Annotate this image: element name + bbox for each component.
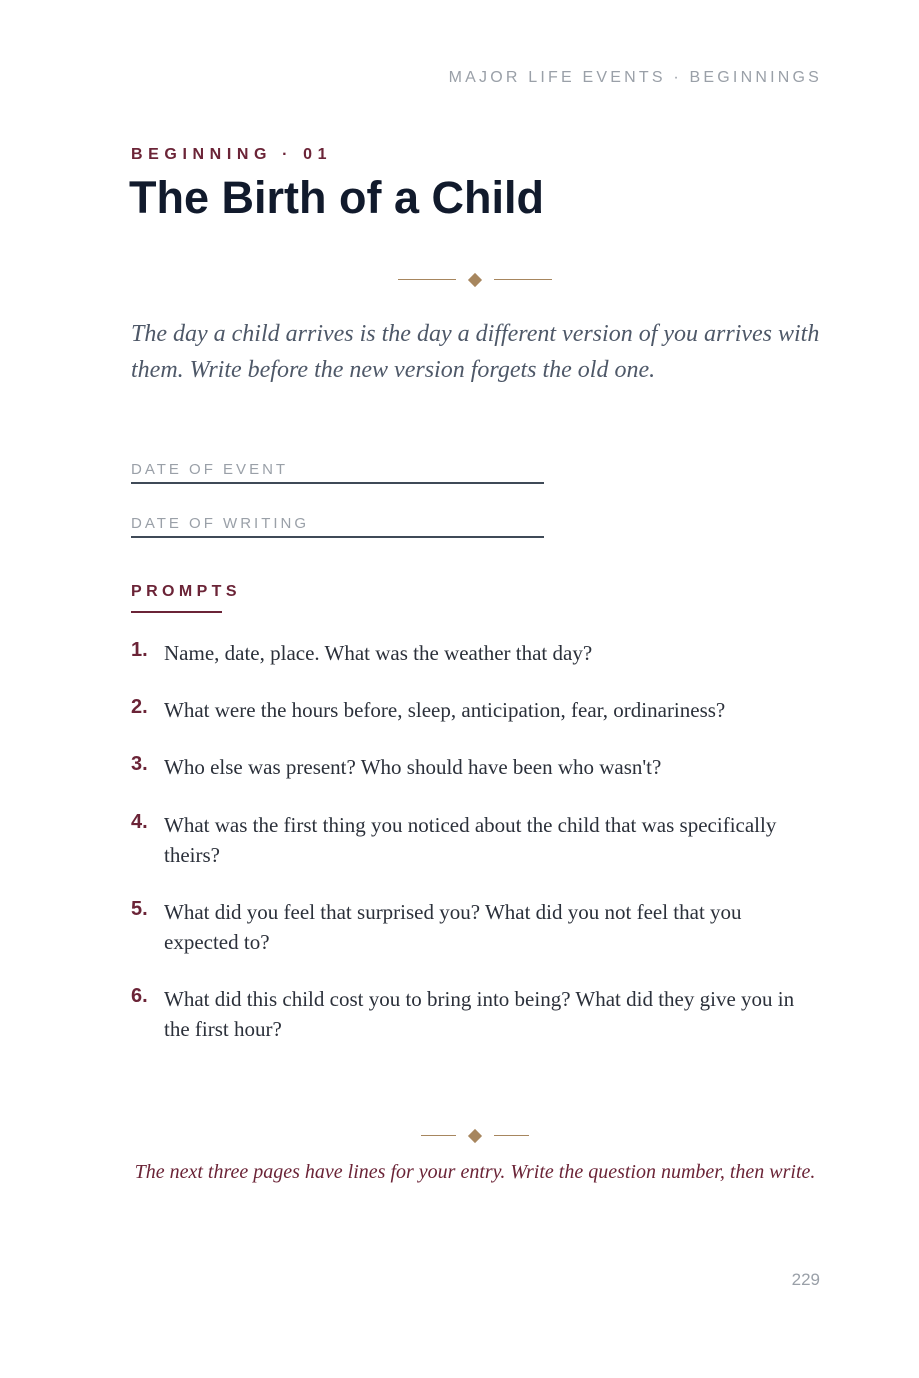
- divider-line-left: [398, 279, 456, 280]
- prompt-text: What did you feel that surprised you? What did you not feel that you expected to?: [164, 900, 742, 954]
- diamond-ornament-icon: [468, 1129, 482, 1143]
- prompt-number: 2.: [131, 696, 148, 718]
- ornamental-divider-bottom: [421, 1128, 529, 1144]
- page-number: 229: [791, 1270, 820, 1289]
- date-of-event-label: DATE OF EVENT: [131, 461, 289, 478]
- prompt-number: 1.: [131, 639, 148, 661]
- divider-line-left: [421, 1135, 456, 1136]
- page-title: The Birth of a Child: [129, 172, 544, 223]
- divider-line-right: [494, 1135, 529, 1136]
- prompt-text: What was the first thing you noticed about the child that was specifically theirs?: [164, 813, 777, 867]
- prompts-heading-underline: [131, 611, 222, 613]
- prompt-number: 4.: [131, 811, 148, 833]
- prompt-text: What were the hours before, sleep, anticipation, fear, ordinariness?: [164, 698, 726, 722]
- prompt-text: Who else was present? Who should have been who wasn't?: [164, 755, 662, 779]
- prompt-number: 5.: [131, 898, 148, 920]
- closing-note: The next three pages have lines for your entry. Write the question number, then write.: [134, 1161, 816, 1183]
- section-eyebrow: BEGINNING · 01: [131, 146, 333, 163]
- diamond-ornament-icon: [468, 273, 482, 287]
- prompt-number: 3.: [131, 753, 148, 775]
- intro-quote: The day a child arrives is the day a different version of you arrives with them. Write before the new version forgets the old one.: [131, 321, 820, 383]
- date-of-writing-field[interactable]: [131, 515, 544, 538]
- date-of-event-field[interactable]: [131, 461, 544, 484]
- running-header: MAJOR LIFE EVENTS · BEGINNINGS: [448, 69, 822, 86]
- prompt-text: Name, date, place. What was the weather that day?: [164, 641, 593, 665]
- prompt-text: What did this child cost you to bring into being? What did they give you in the first hour?: [164, 987, 795, 1041]
- ornamental-divider-top: [398, 272, 552, 288]
- prompts-heading: PROMPTS: [131, 583, 241, 600]
- date-of-writing-label: DATE OF WRITING: [131, 515, 310, 532]
- prompt-number: 6.: [131, 985, 148, 1007]
- divider-line-right: [494, 279, 552, 280]
